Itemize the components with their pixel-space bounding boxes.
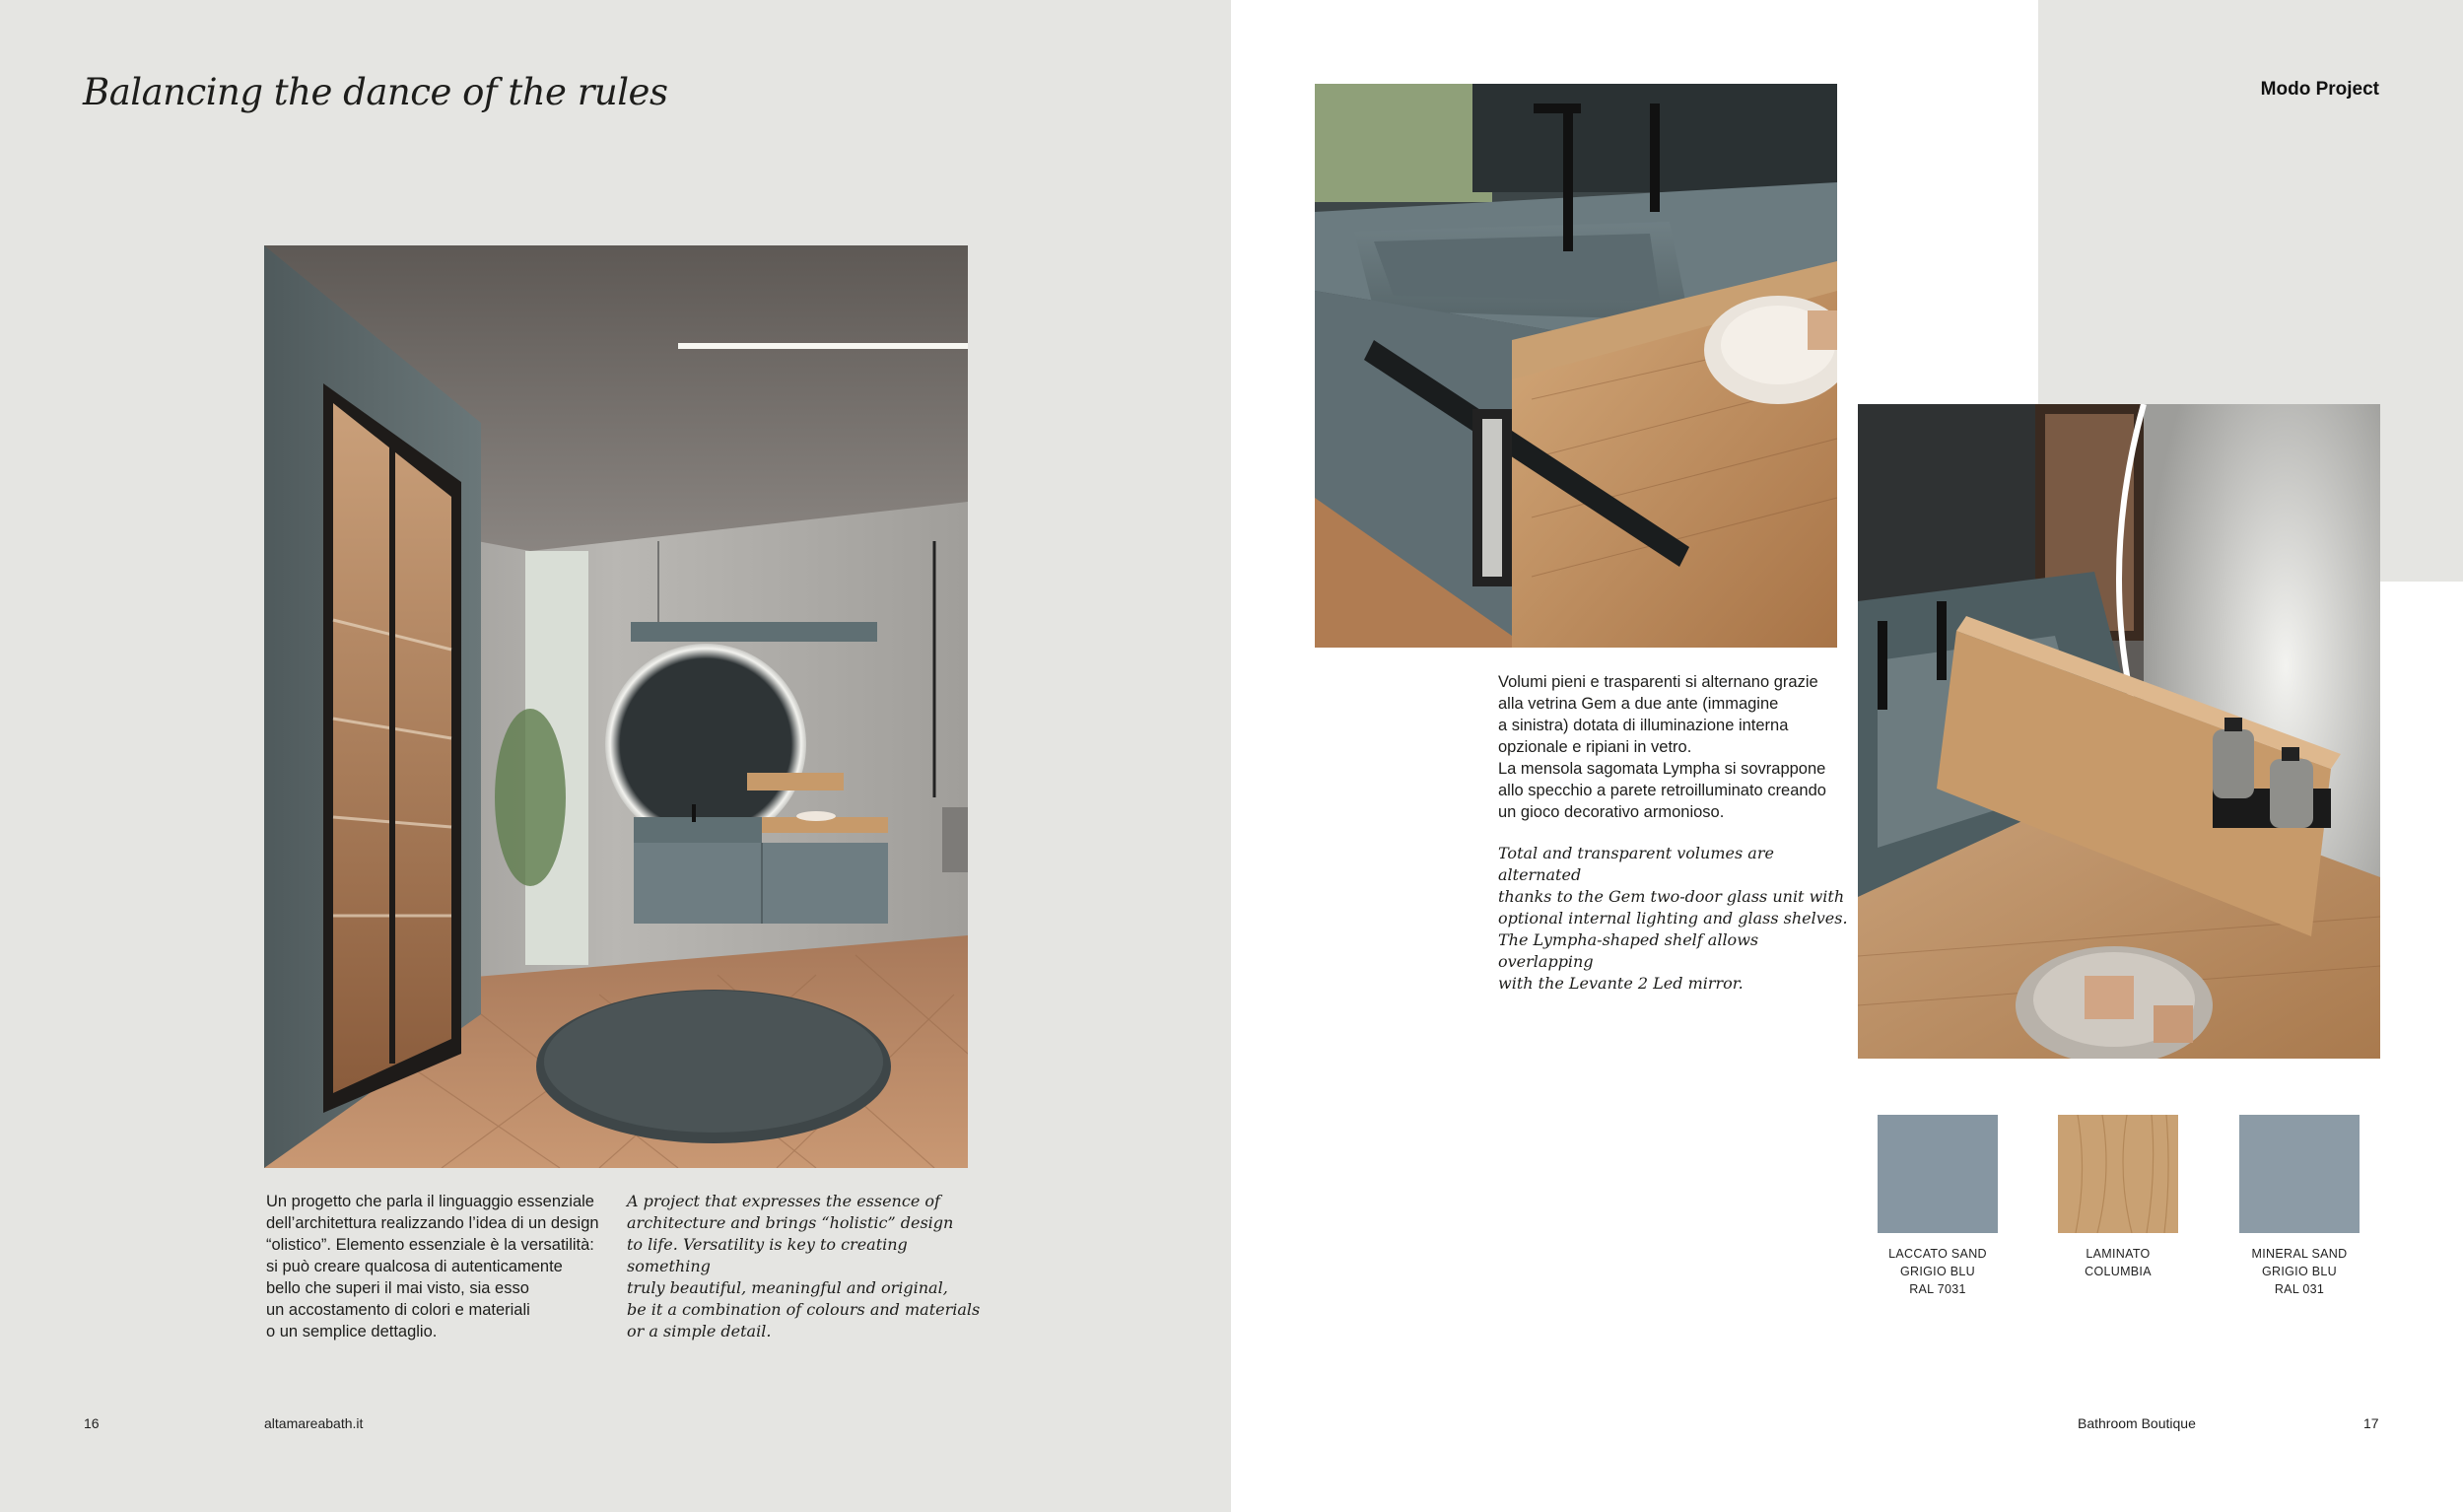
- swatch-label-laccato: LACCATO SAND GRIGIO BLU RAL 7031: [1888, 1247, 1987, 1296]
- italian-feature-text: Volumi pieni e trasparenti si alternano grazie alla vetrina Gem a due ante (immagine a sinistra) dotata di illuminazione interna opzionale e ripiani in vetro. La mensola sagomata Lympha si sovrappone allo specchio a parete retroilluminato creando un gioco decorativo armonioso.: [1498, 673, 1826, 821]
- shelf-detail-photo: [1858, 404, 2380, 1059]
- website-link[interactable]: altamareabath.it: [264, 1415, 364, 1431]
- page-number-right: 17: [2363, 1415, 2379, 1431]
- swatch-laminato-columbia: [2058, 1115, 2178, 1233]
- washbasin-detail-photo: [1315, 84, 1837, 648]
- page-title: Balancing the dance of the rules: [83, 71, 668, 113]
- swatch-mineral-sand: [2239, 1115, 2360, 1233]
- english-intro-text: A project that expresses the essence of architecture and brings “holistic” design to life. Versatility is key to creating something truly beautiful, meaningful and original, be it a combination of colours and materials or a simple detail.: [627, 1192, 981, 1340]
- page-number-left: 16: [84, 1415, 100, 1431]
- footer-label: Bathroom Boutique: [2078, 1415, 2196, 1431]
- italian-intro-text: Un progetto che parla il linguaggio essenziale dell’architettura realizzando l’idea di un design “olistico”. Elemento essenziale è la versatilità: si può creare qualcosa di autenticamente bello che superi il mai visto, sia esso un accostamento di colori e materiali o un semplice dettaglio.: [266, 1193, 599, 1340]
- swatch-label-mineral: MINERAL SAND GRIGIO BLU RAL 031: [2251, 1247, 2348, 1296]
- english-feature-text: Total and transparent volumes are alternated thanks to the Gem two-door glass unit with optional internal lighting and glass shelves. The Lympha-shaped shelf allows overlapping with the Levante 2 Led mirror.: [1498, 844, 1848, 993]
- section-label: Modo Project: [2260, 79, 2379, 100]
- bathroom-main-photo: [264, 245, 968, 1168]
- swatch-label-laminato: LAMINATO COLUMBIA: [2085, 1247, 2152, 1278]
- swatch-laccato-sand: [1878, 1115, 1998, 1233]
